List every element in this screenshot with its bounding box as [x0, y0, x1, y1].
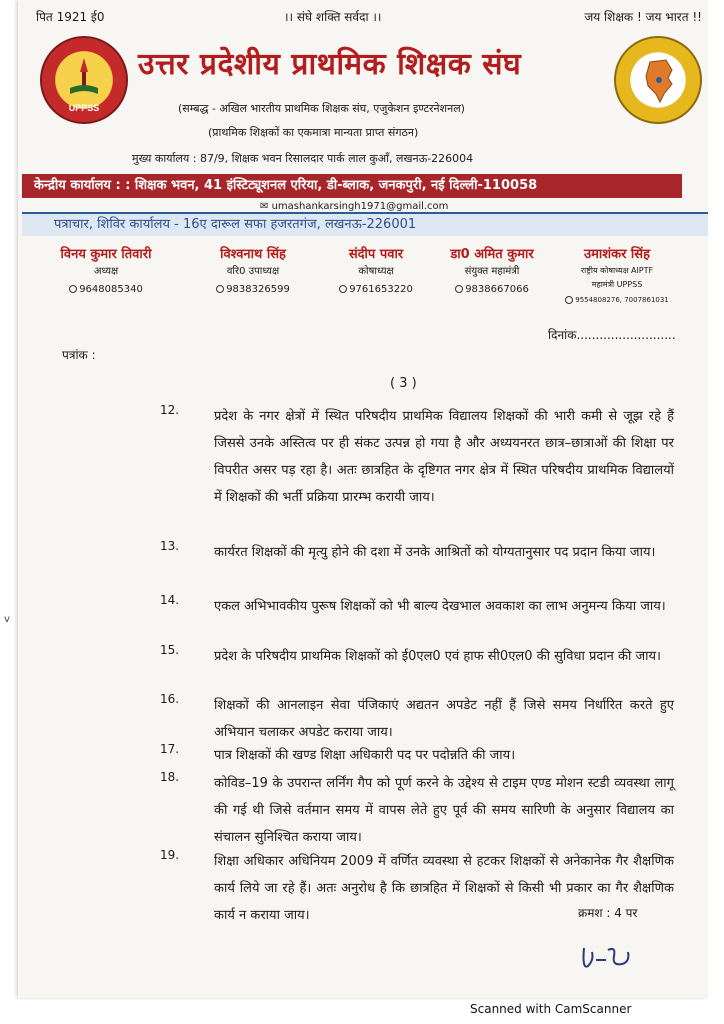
- page-number: ( 3 ): [390, 376, 417, 391]
- officer-phone: [46, 284, 166, 295]
- item-number: 15.: [160, 643, 180, 657]
- affiliation-line: (सम्बद्ध - अखिल भारतीय प्राथमिक शिक्षक संघ, एजुकेशन इण्टरनेशनल): [178, 102, 465, 115]
- officer-name: विश्वनाथ सिंह: [220, 247, 286, 262]
- phone-icon: [216, 285, 224, 293]
- officer-phone: [194, 284, 312, 295]
- officer-phone: [328, 284, 424, 295]
- officer-phone-number: 9838326599: [226, 284, 290, 295]
- item-text: शिक्षा अधिकार अधिनियम 2009 में वर्णित व्यवस्था से हटकर शिक्षकों से अनेकानेक गैर शैक्षणिक कार्य लिये जा रहे हैं। अतः अनुरोध है कि छात्रहित में शिक्षकों से किसी भी प्रकार का गैर शैक्षणिक कार्य न कराया जाय।: [214, 854, 674, 923]
- phone-icon: [455, 285, 463, 293]
- logo-left-text: UPPSS: [68, 103, 100, 113]
- officer-phone: [440, 284, 544, 295]
- item-number: 18.: [160, 770, 180, 784]
- officer-phone-number: 9554808276, 7007861031: [575, 296, 669, 304]
- item-text: कोविड–19 के उपरान्त लर्निंग गैप को पूर्ण करने के उद्देश्य से टाइम एण्ड मोशन स्टडी व्यवस्था लागू की गई थी जिसे वर्तमान समय में वापस लेते हुए पूर्व की समय सारिणी के अनुसार विद्यालय का संचालन सुनिश्चित कराया जाय।: [214, 776, 674, 845]
- item-text: कार्यरत शिक्षकों की मृत्यु होने की दशा में उनके आश्रितों को योग्यतानुसार पद प्रदान किया जाय।: [214, 545, 656, 560]
- camp-office-band: पत्राचार, शिविर कार्यालय - 16ए दारूल सफा हजरतगंज, लखनऊ-226001: [22, 212, 708, 236]
- item-text: प्रदेश के नगर क्षेत्रों में स्थित परिषदीय प्राथमिक विद्यालय शिक्षकों की भारी कमी से जूझ रहे हैं जिससे उनके अस्तित्व पर ही संकट उत्पन्न हो गया है और अध्ययनरत छात्र–छात्राओं की शिक्षा पर विपरीत असर पड़ रहा है। अतः छात्रहित के दृष्टिगत नगर क्षेत्र में स्थित परिषदीय प्राथमिक विद्यालयों में शिक्षकों की भर्ती प्रक्रिया प्रारम्भ करायी जाय।: [214, 409, 674, 505]
- uppss-logo: [40, 36, 128, 124]
- reference-label: पत्रांक :: [62, 348, 96, 362]
- item-text: पात्र शिक्षकों की खण्ड शिक्षा अधिकारी पद पर पदोन्नति की जाय।: [214, 748, 516, 763]
- item-text: प्रदेश के परिषदीय प्राथमिक शिक्षकों को ई0एल0 एवं हाफ सी0एल0 की सुविधा प्रदान की जाय।: [214, 649, 661, 664]
- item-number: 19.: [160, 848, 180, 862]
- handwritten-initials: [578, 940, 638, 980]
- officer-name: विनय कुमार तिवारी: [60, 247, 152, 262]
- officer-designation: संयुक्त महामंत्री: [464, 266, 520, 277]
- item-text: एकल अभिभावकीय पुरूष शिक्षकों को भी बाल्य देखभाल अवकाश का लाभ अनुमन्य किया जाय।: [214, 599, 666, 614]
- item-number: 12.: [160, 403, 180, 417]
- phone-icon: [339, 285, 347, 293]
- officer-designation: राष्ट्रीय कोषाध्यक्ष AIPTF: [580, 266, 654, 275]
- officer-designation-2: महामंत्री UPPSS: [591, 280, 643, 289]
- item-number: 17.: [160, 742, 180, 756]
- margin-mark: v: [4, 614, 10, 625]
- scanner-watermark: Scanned with CamScanner: [470, 1002, 632, 1016]
- officer-name: डा0 अमित कुमार: [450, 247, 534, 262]
- date-label: दिनांक..........................: [548, 328, 676, 342]
- central-office-band: केन्द्रीय कार्यालय : : शिक्षक भवन, 41 इंस्टिट्यूशनल एरिया, डी-ब्लाक, जनकपुरी, नई दिल्ली-110058: [22, 174, 682, 198]
- organization-name: उत्तर प्रदेशीय प्राथमिक शिक्षक संघ: [138, 47, 522, 82]
- officer-phone-number: 9838667066: [465, 284, 529, 295]
- item-number: 14.: [160, 593, 180, 607]
- recognition-line: (प्राथमिक शिक्षकों का एकमात्रा मान्यता प्राप्त संगठन): [208, 126, 419, 139]
- item-number: 16.: [160, 692, 180, 706]
- officer-designation: वरि0 उपाध्यक्ष: [226, 266, 280, 277]
- officer-senior-vice-president: [194, 244, 312, 295]
- item-number: 13.: [160, 539, 180, 553]
- phone-icon: [69, 285, 77, 293]
- motto: ।। संघे शक्ति सर्वदा ।।: [284, 10, 382, 24]
- officer-general-secretary: [554, 244, 680, 304]
- aiptf-logo: [614, 36, 702, 124]
- officer-name: संदीप पवार: [348, 247, 404, 262]
- officer-president: [46, 244, 166, 295]
- officer-name: उमाशंकर सिंह: [584, 247, 650, 262]
- email-address: [260, 201, 448, 212]
- continued-note: क्रमश : 4 पर: [578, 906, 638, 920]
- india-map-emblem-icon: [616, 38, 700, 122]
- officers-row: [46, 244, 686, 310]
- phone-icon: [565, 296, 573, 304]
- officer-phone: [554, 296, 680, 304]
- signature-icon: [578, 940, 638, 976]
- head-office-address: मुख्य कार्यालय : 87/9, शिक्षक भवन रिसालदार पार्क लाल कुआँ, लखनऊ-226004: [132, 152, 474, 165]
- officer-treasurer: [328, 244, 424, 295]
- officer-phone-number: 9761653220: [349, 284, 413, 295]
- officer-joint-secretary: [440, 244, 544, 295]
- torch-book-emblem-icon: [42, 38, 126, 122]
- officer-designation: कोषाध्यक्ष: [358, 266, 394, 277]
- officer-designation: अध्यक्ष: [93, 266, 119, 277]
- item-text: शिक्षकों की आनलाइन सेवा पंजिकाएं अद्यतन अपडेट नहीं हैं जिसे समय निर्धारित करते हुए अभियान चलाकर अपडेट कराया जाय।: [214, 698, 674, 740]
- officer-phone-number: 9648085340: [79, 284, 143, 295]
- mail-icon: ✉: [260, 201, 272, 212]
- slogan: जय शिक्षक ! जय भारत !!: [584, 10, 702, 24]
- established-year: पित 1921 ई0: [36, 10, 105, 24]
- email-text: umashankarsingh1971@gmail.com: [271, 201, 449, 212]
